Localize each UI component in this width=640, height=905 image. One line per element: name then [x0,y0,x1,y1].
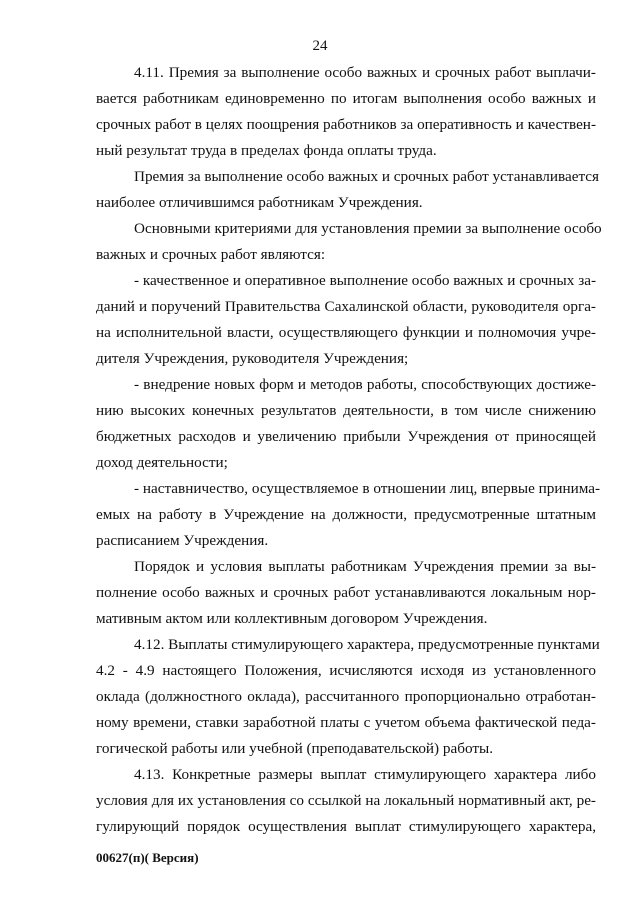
text-line: - наставничество, осуществляемое в отношении лиц, впервые принима- [134,480,601,497]
text-line: условия для их установления со ссылкой на локальный нормативный акт, ре- [96,792,596,809]
text-line: срочных работ в целях поощрения работников за оперативность и качествен- [96,116,596,133]
document-code-footer: 00627(п)( Версия) [96,850,199,865]
text-line: 4.2 - 4.9 настоящего Положения, исчисляются исходя из установленного [96,662,596,679]
text-line: дителя Учреждения, руководителя Учреждения; [96,350,409,367]
text-line: доход деятельности; [96,454,228,471]
text-line: расписанием Учреждения. [96,532,269,549]
text-line: оклада (должностного оклада), рассчитанного пропорционально отработан- [96,688,596,705]
text-line: ный результат труда в пределах фонда оплаты труда. [96,142,437,159]
text-line: на исполнительной власти, осуществляющего функции и полномочия учре- [96,324,596,341]
text-line: Основными критериями для установления премии за выполнение особо [134,220,602,237]
text-line: гогической работы или учебной (преподавательской) работы. [96,740,493,757]
text-line: Премия за выполнение особо важных и срочных работ устанавливается [134,168,600,185]
text-line: полнение особо важных и срочных работ устанавливаются локальным нор- [96,584,596,601]
text-line: нию высоких конечных результатов деятельности, в том числе снижению [96,402,596,419]
text-line: гулирующий порядок осуществления выплат стимулирующего характера, [96,818,596,835]
text-line: даний и поручений Правительства Сахалинской области, руководителя орга- [96,298,596,315]
text-line: 4.12. Выплаты стимулирующего характера, предусмотренные пунктами [134,636,600,653]
text-line: - внедрение новых форм и методов работы, способствующих достиже- [134,376,596,393]
text-line: 4.13. Конкретные размеры выплат стимулирующего характера либо [134,766,596,783]
text-line: емых на работу в Учреждение на должности, предусмотренные штатным [96,506,596,523]
page-number: 24 [312,38,328,54]
text-line: мативным актом или коллективным договором Учреждения. [96,610,488,627]
text-line: - качественное и оперативное выполнение особо важных и срочных за- [134,272,596,289]
text-line: важных и срочных работ являются: [96,246,326,263]
text-line: 4.11. Премия за выполнение особо важных и срочных работ выплачи- [134,64,596,81]
text-line: Порядок и условия выплаты работникам Учреждения премии за вы- [134,558,596,575]
text-line: наиболее отличившимся работникам Учреждения. [96,194,423,211]
text-line: вается работникам единовременно по итогам выполнения особо важных и [96,90,596,107]
text-line: ному времени, ставки заработной платы с учетом объема фактической педа- [96,714,596,731]
text-line: бюджетных расходов и увеличению прибыли Учреждения от приносящей [96,428,596,445]
